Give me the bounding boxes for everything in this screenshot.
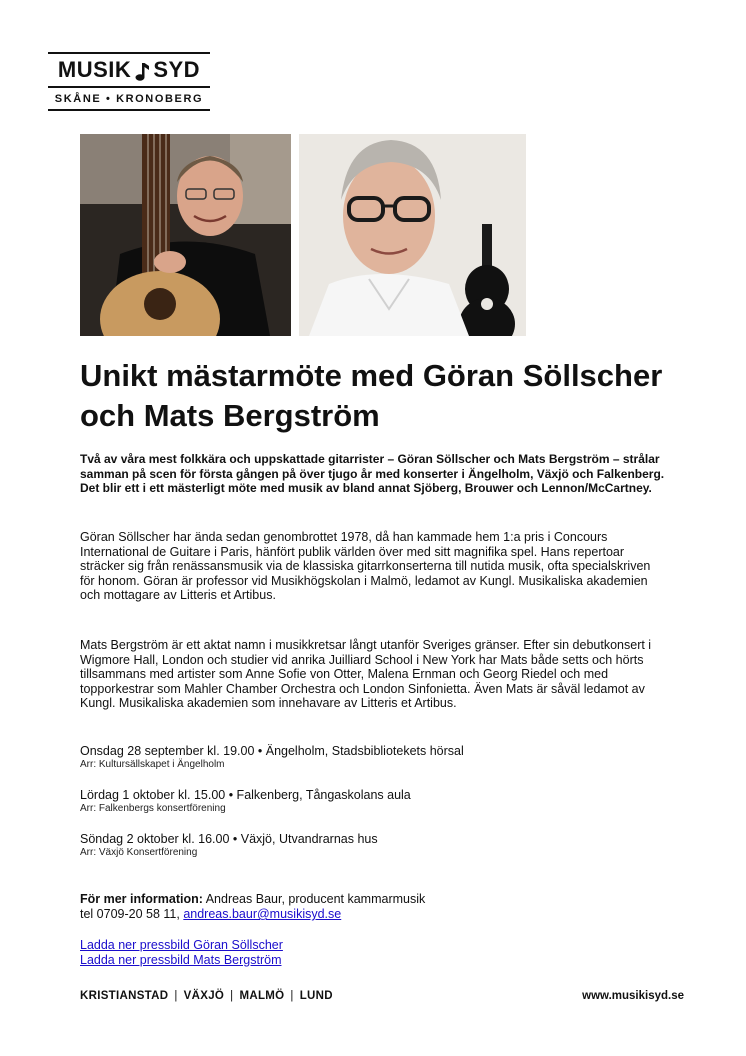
contact-email-link[interactable]: andreas.baur@musikisyd.se [183,907,342,921]
event-vaxjo [80,832,680,859]
footer-separator: | [174,990,178,1002]
lead-paragraph: Två av våra mest folkkära och uppskattade gitarrister – Göran Söllscher och Mats Bergström – strålar samman på scen för första gången på över tjugo år med konserter i Ängelholm, Växjö och Falkenberg. Det blir ett i ett mästerligt möte med musik av bland annat Sjöberg, Brouwer och Lennon/McCartney. [80,452,665,495]
footer-city: MALMÖ [239,990,285,1002]
footer-city: VÄXJÖ [183,990,225,1002]
photo-mats-bergstrom [299,134,526,336]
download-link-mats[interactable]: Ladda ner pressbild Mats Bergström [80,953,282,967]
footer-city: KRISTIANSTAD [80,990,169,1002]
footer-cities [80,990,333,1002]
download-links [80,938,283,968]
logo-wordmark [48,52,210,88]
logo-name-right: SYD [153,57,201,82]
footer-website: www.musikisyd.se [582,990,684,1002]
paragraph-goran: Göran Söllscher har ända sedan genombrottet 1978, då han kammade hem 1:a pris i Concours International de Guitare i Paris, hänfört publik världen över med sitt magnifika spel. Hans repertoar sträcker sig från renässansmusik via de klassiska gitarrkonserterna till nutida musik, ofta specialskriven för honom. Göran är professor vid Musikhögskolan i Malmö, ledamot av Kungl. Musikaliska akademien och mottagare av Litteris et Artibus. [80,530,651,602]
page-title: Unikt mästarmöte med Göran Söllscher och Mats Bergström [80,358,663,433]
footer-city: LUND [299,990,333,1002]
event-line: Lördag 1 oktober kl. 15.00 • Falkenberg, Tångaskolans aula [80,788,411,802]
event-organizer: Arr: Kultursällskapet i Ängelholm [80,759,225,770]
music-note-icon [135,62,149,82]
logo-name-left: MUSIK [57,57,132,82]
event-angelholm [80,744,680,771]
contact-label: För mer information: [80,892,203,906]
event-line: Onsdag 28 september kl. 19.00 • Ängelholm, Stadsbibliotekets hörsal [80,744,464,758]
download-link-goran[interactable]: Ladda ner pressbild Göran Söllscher [80,938,283,952]
event-organizer: Arr: Falkenbergs konsertförening [80,803,226,814]
logo-subtitle: SKÅNE • KRONOBERG [48,93,210,111]
contact-info [80,892,425,922]
event-organizer: Arr: Växjö Konsertförening [80,847,198,858]
footer-separator: | [230,990,234,1002]
event-falkenberg [80,788,680,815]
paragraph-mats: Mats Bergström är ett aktat namn i musikkretsar långt utanför Sveriges gränser. Efter sin debutkonsert i Wigmore Hall, London och studier vid anrika Juilliard School i New York har Mats både setts och hörts tillsammans med artister som Anne Sofie von Otter, Malena Ernman och Georg Riedel och med topporkestrar som Mahler Chamber Orchestra och London Sinfonietta. Även Mats är såväl ledamot av Kungl. Musikaliska akademien som innehavare av Litteris et Artibus. [80,638,652,710]
contact-person: Andreas Baur, producent kammarmusik [202,892,426,906]
event-line: Söndag 2 oktober kl. 16.00 • Växjö, Utvandrarnas hus [80,832,378,846]
musik-i-syd-logo [48,52,210,110]
footer-separator: | [290,990,294,1002]
photo-goran-sollscher [80,134,291,336]
contact-phone: tel 0709-20 58 11, [80,907,184,921]
